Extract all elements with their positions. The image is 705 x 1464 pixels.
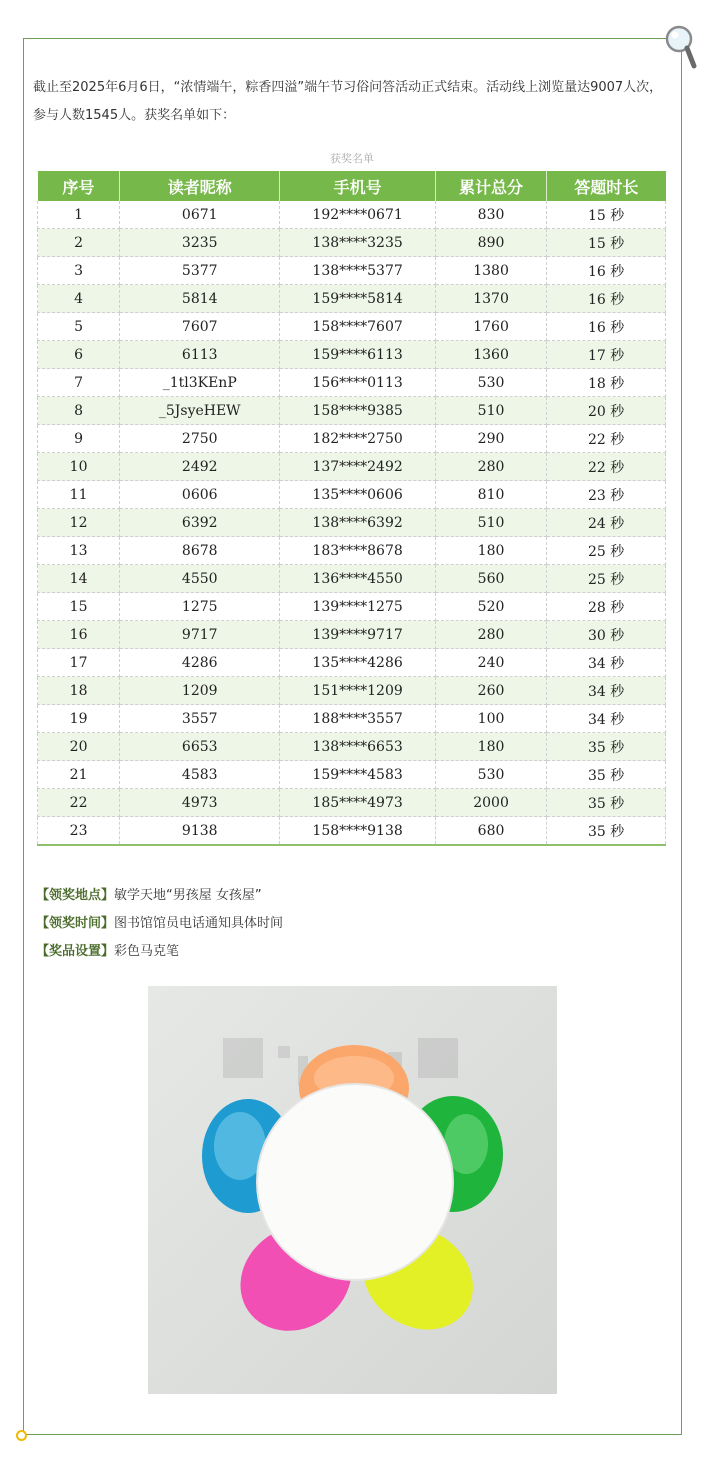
cell-score: 520 (435, 593, 546, 621)
cell-duration: 15 秒 (547, 201, 666, 229)
cell-nickname: 0606 (120, 481, 280, 509)
cell-nickname: 2750 (120, 425, 280, 453)
cell-index: 7 (38, 369, 120, 397)
highlighter-flower-image (148, 986, 557, 1394)
cell-index: 9 (38, 425, 120, 453)
info-location-key: 【领奖地点】 (36, 888, 115, 903)
table-row (38, 201, 666, 229)
cell-nickname: 3557 (120, 705, 280, 733)
cell-nickname: 0671 (120, 201, 280, 229)
cell-nickname: 4583 (120, 761, 280, 789)
table-header-row (38, 171, 666, 201)
cell-phone: 139****9717 (280, 621, 436, 649)
table-row (38, 761, 666, 789)
table-row (38, 649, 666, 677)
cell-phone: 182****2750 (280, 425, 436, 453)
cell-phone: 138****6392 (280, 509, 436, 537)
cell-duration: 35 秒 (547, 789, 666, 817)
cell-nickname: 6653 (120, 733, 280, 761)
cell-duration: 28 秒 (547, 593, 666, 621)
info-prize-value: 彩色马克笔 (114, 944, 180, 959)
cell-phone: 138****3235 (280, 229, 436, 257)
cell-duration: 17 秒 (547, 341, 666, 369)
cell-phone: 136****4550 (280, 565, 436, 593)
cell-duration: 16 秒 (547, 285, 666, 313)
cell-index: 19 (38, 705, 120, 733)
table-row (38, 593, 666, 621)
cell-index: 16 (38, 621, 120, 649)
cell-nickname: 3235 (120, 229, 280, 257)
cell-index: 8 (38, 397, 120, 425)
cell-phone: 151****1209 (280, 677, 436, 705)
header-index: 序号 (38, 171, 120, 201)
cell-phone: 137****2492 (280, 453, 436, 481)
cell-score: 280 (435, 453, 546, 481)
table-row (38, 677, 666, 705)
cell-index: 6 (38, 341, 120, 369)
info-prize-key: 【奖品设置】 (36, 944, 115, 959)
table-row (38, 369, 666, 397)
info-time (36, 912, 283, 931)
cell-score: 530 (435, 761, 546, 789)
cell-duration: 35 秒 (547, 817, 666, 846)
info-time-key: 【领奖时间】 (36, 916, 115, 931)
table-row (38, 257, 666, 285)
cell-index: 11 (38, 481, 120, 509)
magnifier-icon (662, 24, 698, 70)
cell-index: 3 (38, 257, 120, 285)
cell-index: 5 (38, 313, 120, 341)
cell-nickname: _1tl3KEnP (120, 369, 280, 397)
cell-phone: 185****4973 (280, 789, 436, 817)
table-row (38, 313, 666, 341)
table-caption: 获奖名单 (330, 152, 374, 165)
cell-phone: 183****8678 (280, 537, 436, 565)
cell-nickname: 8678 (120, 537, 280, 565)
table-row (38, 789, 666, 817)
cell-duration: 18 秒 (547, 369, 666, 397)
cell-index: 2 (38, 229, 120, 257)
cell-nickname: 6113 (120, 341, 280, 369)
cell-score: 510 (435, 397, 546, 425)
table-row (38, 621, 666, 649)
cell-score: 1380 (435, 257, 546, 285)
cell-score: 100 (435, 705, 546, 733)
cell-score: 2000 (435, 789, 546, 817)
cell-phone: 156****0113 (280, 369, 436, 397)
cell-duration: 23 秒 (547, 481, 666, 509)
cell-duration: 35 秒 (547, 733, 666, 761)
cell-phone: 158****9385 (280, 397, 436, 425)
winners-table (37, 171, 666, 846)
cell-index: 17 (38, 649, 120, 677)
cell-phone: 158****9138 (280, 817, 436, 846)
table-row (38, 817, 666, 846)
cell-score: 530 (435, 369, 546, 397)
info-prize (36, 940, 179, 959)
cell-nickname: 4286 (120, 649, 280, 677)
cell-index: 13 (38, 537, 120, 565)
table-row (38, 229, 666, 257)
cell-score: 260 (435, 677, 546, 705)
cell-index: 18 (38, 677, 120, 705)
cell-duration: 25 秒 (547, 537, 666, 565)
header-score: 累计总分 (435, 171, 546, 201)
cell-duration: 22 秒 (547, 425, 666, 453)
cell-index: 21 (38, 761, 120, 789)
table-row (38, 285, 666, 313)
info-time-value: 图书馆馆员电话通知具体时间 (114, 916, 284, 931)
table-row (38, 397, 666, 425)
cell-nickname: 5814 (120, 285, 280, 313)
table-row (38, 565, 666, 593)
cell-score: 560 (435, 565, 546, 593)
cell-phone: 138****5377 (280, 257, 436, 285)
cell-duration: 15 秒 (547, 229, 666, 257)
cell-phone: 188****3557 (280, 705, 436, 733)
cell-nickname: _5JsyeHEW (120, 397, 280, 425)
table-row (38, 481, 666, 509)
cell-phone: 159****5814 (280, 285, 436, 313)
cell-index: 10 (38, 453, 120, 481)
intro-text: 截止至2025年6月6日，“浓情端午，粽香四溢”端午节习俗问答活动正式结束。活动线上浏览量达9007人次，参与人数1545人。获奖名单如下： (33, 80, 663, 123)
cell-duration: 34 秒 (547, 677, 666, 705)
header-duration: 答题时长 (547, 171, 666, 201)
cell-score: 180 (435, 537, 546, 565)
cell-score: 510 (435, 509, 546, 537)
cell-score: 1370 (435, 285, 546, 313)
cell-phone: 139****1275 (280, 593, 436, 621)
cell-nickname: 4550 (120, 565, 280, 593)
table-row (38, 341, 666, 369)
cell-duration: 22 秒 (547, 453, 666, 481)
cell-duration: 30 秒 (547, 621, 666, 649)
cell-score: 240 (435, 649, 546, 677)
cell-score: 890 (435, 229, 546, 257)
cell-index: 23 (38, 817, 120, 846)
table-row (38, 453, 666, 481)
cell-nickname: 6392 (120, 509, 280, 537)
table-row (38, 733, 666, 761)
cell-nickname: 7607 (120, 313, 280, 341)
prize-photo (148, 986, 557, 1394)
cell-index: 14 (38, 565, 120, 593)
table-row (38, 425, 666, 453)
cell-nickname: 5377 (120, 257, 280, 285)
cell-duration: 35 秒 (547, 761, 666, 789)
cell-index: 22 (38, 789, 120, 817)
cell-phone: 138****6653 (280, 733, 436, 761)
cell-duration: 34 秒 (547, 649, 666, 677)
cell-phone: 135****4286 (280, 649, 436, 677)
cell-nickname: 1209 (120, 677, 280, 705)
circle-dot-icon (16, 1430, 27, 1441)
cell-phone: 158****7607 (280, 313, 436, 341)
cell-score: 680 (435, 817, 546, 846)
header-phone: 手机号 (280, 171, 436, 201)
cell-duration: 25 秒 (547, 565, 666, 593)
cell-score: 1760 (435, 313, 546, 341)
cell-phone: 159****6113 (280, 341, 436, 369)
cell-duration: 24 秒 (547, 509, 666, 537)
cell-score: 290 (435, 425, 546, 453)
cell-index: 12 (38, 509, 120, 537)
header-nickname: 读者昵称 (120, 171, 280, 201)
cell-phone: 135****0606 (280, 481, 436, 509)
cell-score: 280 (435, 621, 546, 649)
cell-score: 810 (435, 481, 546, 509)
cell-nickname: 1275 (120, 593, 280, 621)
info-location (36, 884, 262, 903)
cell-duration: 16 秒 (547, 313, 666, 341)
cell-score: 830 (435, 201, 546, 229)
cell-index: 20 (38, 733, 120, 761)
cell-nickname: 9138 (120, 817, 280, 846)
cell-duration: 20 秒 (547, 397, 666, 425)
cell-nickname: 2492 (120, 453, 280, 481)
table-row (38, 509, 666, 537)
cell-phone: 192****0671 (280, 201, 436, 229)
cell-index: 15 (38, 593, 120, 621)
cell-nickname: 9717 (120, 621, 280, 649)
cell-nickname: 4973 (120, 789, 280, 817)
cell-duration: 34 秒 (547, 705, 666, 733)
cell-score: 1360 (435, 341, 546, 369)
cell-phone: 159****4583 (280, 761, 436, 789)
cell-index: 4 (38, 285, 120, 313)
table-row (38, 705, 666, 733)
cell-score: 180 (435, 733, 546, 761)
cell-index: 1 (38, 201, 120, 229)
info-location-value: 敏学天地“男孩屋 女孩屋” (114, 888, 262, 903)
cell-duration: 16 秒 (547, 257, 666, 285)
table-row (38, 537, 666, 565)
